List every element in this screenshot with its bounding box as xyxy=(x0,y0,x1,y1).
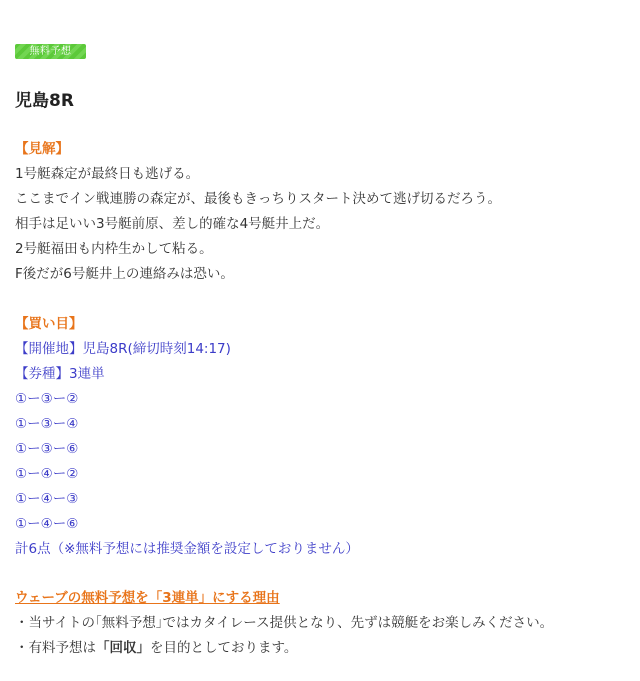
total-line: 計6点（※無料予想には推奨金額を設定しておりません） xyxy=(15,541,359,557)
reason-bullet-2-post: を目的としております。 xyxy=(150,640,298,656)
combo-item: ①ー④ー⑥ xyxy=(15,516,79,532)
free-prediction-badge: 無料予想 xyxy=(15,44,86,59)
ticket-type-line: 【券種】3連単 xyxy=(15,366,105,382)
combo-item: ①ー③ー② xyxy=(15,391,79,407)
analysis-line: ここまでイン戦連勝の森定が、最後もきっちりスタート決めて逃げ切るだろう。 xyxy=(15,191,501,207)
race-title: 児島8R xyxy=(15,91,74,111)
combo-item: ①ー③ー④ xyxy=(15,416,79,432)
combo-item: ①ー④ー② xyxy=(15,466,79,482)
analysis-line: 相手は足いい3号艇前原、差し的確な4号艇井上だ。 xyxy=(15,216,330,232)
venue-line: 【開催地】児島8R(締切時刻14:17) xyxy=(15,341,231,357)
reason-bullet-2-pre: ・有料予想は xyxy=(15,640,96,656)
picks-heading: 【買い目】 xyxy=(15,316,83,332)
reason-link[interactable]: ウェーブの無料予想を「3連単」にする理由 xyxy=(15,590,280,606)
analysis-line: 2号艇福田も内枠生かして粘る。 xyxy=(15,241,213,257)
analysis-line: F後だが6号艇井上の連絡みは恐い。 xyxy=(15,266,234,282)
reason-bullet-1: ・当サイトの｢無料予想｣ではカタイレース提供となり、先ずは競艇をお楽しみください。 xyxy=(15,615,554,631)
combo-item: ①ー④ー③ xyxy=(15,491,79,507)
combo-item: ①ー③ー⑥ xyxy=(15,441,79,457)
reason-bullet-2 xyxy=(15,636,297,656)
analysis-line: 1号艇森定が最終日も逃げる。 xyxy=(15,166,200,182)
analysis-heading: 【見解】 xyxy=(15,141,69,157)
reason-bullet-2-bold: 「回収」 xyxy=(96,640,150,656)
